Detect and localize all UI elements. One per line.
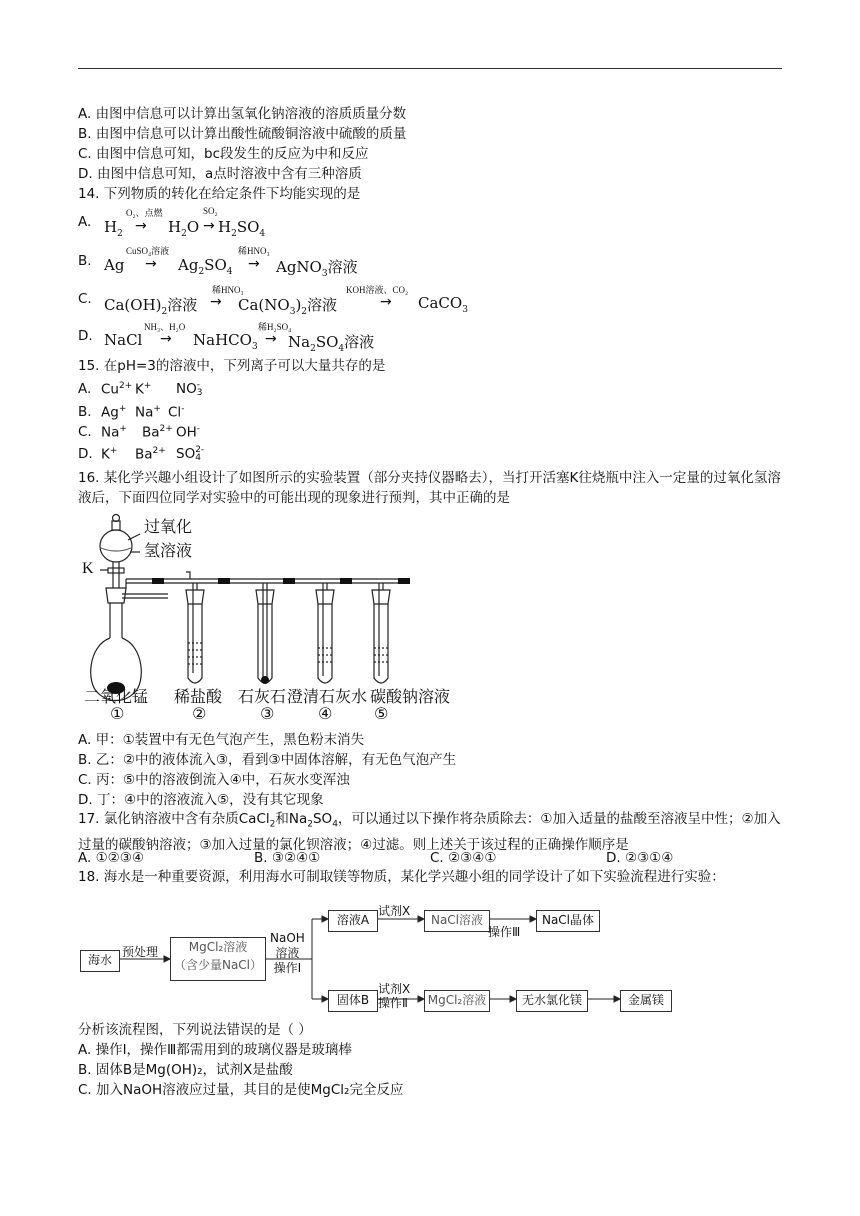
arrow-icon: → xyxy=(160,331,172,347)
apparatus-number-2: ② xyxy=(192,704,207,723)
reaction-condition: 稀H₂SO₄ xyxy=(258,322,292,332)
option-letter: A. xyxy=(78,214,92,230)
nacl-crystal-box: NaCl晶体 xyxy=(536,910,600,932)
ion: Na+ xyxy=(135,404,161,421)
reaction-condition: 稀HNO₃ xyxy=(238,246,270,256)
ion: Cl- xyxy=(168,404,185,421)
arrow-icon: → xyxy=(135,218,147,234)
species: $Na_2SO_4$溶液 xyxy=(288,333,375,354)
ion: OH- xyxy=(176,424,201,441)
option-letter: C. xyxy=(78,291,92,307)
apparatus-label-2: 稀盐酸 xyxy=(174,687,223,706)
valve-label: K xyxy=(82,560,94,577)
q13-option-d: D. 由图中信息可知，a点时溶液中含有三种溶质 xyxy=(78,166,362,182)
arrow-icon: → xyxy=(265,331,277,347)
reagent-x-label-bottom: 试剂X 操作Ⅱ xyxy=(378,982,411,1010)
funnel-label-line1: 过氧化 xyxy=(144,517,193,536)
ion: Na+ xyxy=(101,424,127,441)
option-letter: B. xyxy=(78,404,92,420)
apparatus-number-1: ① xyxy=(110,704,125,723)
q17-option-a: A. ①②③④ xyxy=(78,850,144,866)
solid-b-box: 固体B xyxy=(328,990,378,1012)
reaction-condition: 稀HNO₃ xyxy=(212,285,244,295)
nacl-solution-box: NaCl溶液 xyxy=(424,910,490,932)
option-letter: D. xyxy=(78,446,93,462)
q13-option-b: B. 由图中信息可以计算出酸性硫酸铜溶液中硫酸的质量 xyxy=(78,126,407,142)
q13-option-a: A. 由图中信息可以计算出氢氧化钠溶液的溶质质量分数 xyxy=(78,106,407,122)
funnel-label-line2: 氢溶液 xyxy=(144,541,193,560)
q18-question: 分析该流程图，下列说法错误的是（ ） xyxy=(78,1022,312,1038)
species: NaCl xyxy=(104,331,143,349)
naoh-label: NaOH 溶液 操作Ⅰ xyxy=(270,931,305,975)
apparatus-number-5: ⑤ xyxy=(374,704,389,723)
apparatus-number-4: ④ xyxy=(318,704,333,723)
arrow-icon: → xyxy=(210,294,222,310)
ion: SO 2- 4 xyxy=(176,445,205,463)
q18-stem: 18. 海水是一种重要资源，利用海水可制取镁等物质，某化学兴趣小组的同学设计了如下实验流程进行实验： xyxy=(78,869,725,885)
species: $H_2SO_4$ xyxy=(218,218,266,239)
option-letter: A. xyxy=(78,381,92,397)
species: Ag xyxy=(104,256,125,274)
species: $Ca(NO_3)_2$溶液 xyxy=(238,296,338,317)
header-rule xyxy=(78,68,782,69)
species: $H_2$ xyxy=(104,218,123,239)
q13-option-c: C. 由图中信息可知，bc段发生的反应为中和反应 xyxy=(78,146,369,162)
mgcl2-solution-box-2: MgCl₂溶液 xyxy=(424,990,490,1012)
arrow-icon: → xyxy=(145,256,157,272)
q17-option-b: B. ③②④① xyxy=(254,850,321,866)
apparatus-label-3: 石灰石 xyxy=(238,687,287,706)
q16-option-b: B. 乙：②中的液体流入③，看到③中固体溶解，有无色气泡产生 xyxy=(78,752,457,768)
reaction-condition: CuSO₄溶液 xyxy=(126,246,170,256)
q15-stem: 15. 在pH=3的溶液中，下列离子可以大量共存的是 xyxy=(78,358,386,374)
q18-option-b: B. 固体B是Mg(OH)₂，试剂X是盐酸 xyxy=(78,1062,293,1078)
q17-option-c: C. ②③④① xyxy=(430,850,497,866)
option-letter: D. xyxy=(78,328,93,344)
q18-option-a: A. 操作Ⅰ，操作Ⅲ都需用到的玻璃仪器是玻璃棒 xyxy=(78,1042,352,1058)
q16-apparatus-figure xyxy=(78,508,458,724)
apparatus-label-4: 澄清石灰水 xyxy=(287,687,368,706)
species: $H_2O$ xyxy=(168,218,200,239)
ion: Ag+ xyxy=(101,404,127,421)
ion: K+ xyxy=(135,381,152,398)
option-letter: B. xyxy=(78,253,92,269)
q18-flowchart xyxy=(78,904,664,1017)
arrow-icon: → xyxy=(203,218,215,234)
ion: $Ba^{2+}$ xyxy=(142,424,173,441)
option-letter: C. xyxy=(78,424,92,440)
q14-stem: 14. 下列物质的转化在给定条件下均能实现的是 xyxy=(78,186,361,202)
seawater-box: 海水 xyxy=(80,950,120,972)
q17-stem: 17. 氯化钠溶液中含有杂质CaCl$_2$和$Na_2SO_4$，可以通过以下操作将杂质除去：①加入适量的盐酸至溶液呈中性；②加入过量的碳酸钠溶液；③加入过量的氯化钡溶液；④过滤。则上述关于该过程的正确操作顺序是 xyxy=(78,811,781,853)
q16-option-a: A. 甲：①装置中有无色气泡产生，黑色粉末消失 xyxy=(78,732,365,748)
reaction-condition: KOH溶液、CO₂ xyxy=(346,285,409,295)
species: $Ag_2SO_4$ xyxy=(178,256,233,277)
q18-option-c: C. 加入NaOH溶液应过量，其目的是使MgCl₂完全反应 xyxy=(78,1082,404,1098)
ion: K+ xyxy=(101,446,118,463)
q17-option-d: D. ②③①④ xyxy=(606,850,674,866)
arrow-icon: → xyxy=(248,256,260,272)
reaction-condition: O₂、点燃 xyxy=(126,208,163,218)
species: NaHCO$_3$ xyxy=(193,331,258,352)
species: $Ca(OH)_2$溶液 xyxy=(104,296,198,317)
ion: $Cu^{2+}$ xyxy=(101,381,133,398)
pretreat-label: 预处理 xyxy=(122,945,159,959)
apparatus-number-3: ③ xyxy=(260,704,275,723)
reaction-condition: NH₃、H₂O xyxy=(144,322,186,332)
metal-mg-box: 金属镁 xyxy=(620,990,672,1012)
reagent-x-label-top: 试剂X xyxy=(378,904,411,918)
species: CaCO$_3$ xyxy=(418,294,468,315)
op3-label: 操作Ⅲ xyxy=(488,925,521,939)
species: AgNO$_3$溶液 xyxy=(276,258,358,279)
apparatus-label-1: 二氧化锰 xyxy=(84,687,149,706)
apparatus-label-5: 碳酸钠溶液 xyxy=(370,687,451,706)
anhydrous-mgcl2-box: 无水氯化镁 xyxy=(516,990,588,1012)
q16-stem: 16. 某化学兴趣小组设计了如图所示的实验装置（部分夹持仪器略去），当打开活塞K往烧瓶中注入一定量的过氧化氢溶液后，下面四位同学对实验中的可能出现的现象进行预判，其中正确的是 xyxy=(78,470,781,506)
arrow-icon: → xyxy=(380,294,392,310)
solution-a-box: 溶液A xyxy=(328,910,378,932)
reaction-condition: SO₂ xyxy=(203,206,218,216)
ion: NO - 3 xyxy=(176,380,203,398)
ion: $Ba^{2+}$ xyxy=(135,446,166,463)
q16-option-c: C. 丙：⑤中的溶液倒流入④中，石灰水变浑浊 xyxy=(78,772,350,788)
q16-option-d: D. 丁：④中的溶液流入⑤，没有其它现象 xyxy=(78,792,324,808)
mgcl2-solution-box: MgCl₂溶液 （含少量NaCl） xyxy=(170,937,266,981)
